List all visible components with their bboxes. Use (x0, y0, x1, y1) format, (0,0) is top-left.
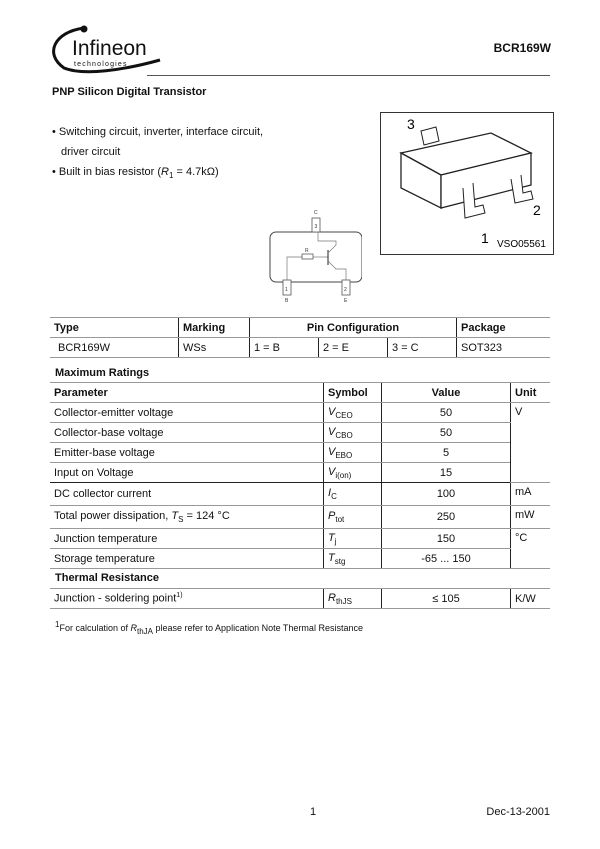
cell-unit: °C (511, 529, 551, 569)
package-pin3-label: 3 (407, 116, 415, 132)
header-package: Package (457, 318, 551, 338)
header-symbol: Symbol (324, 383, 382, 403)
cell-value: 150 (382, 529, 511, 549)
thermal-table (50, 588, 550, 609)
table-row (50, 423, 550, 443)
cell-value: 5 (382, 443, 511, 463)
pin-c-label: C (314, 210, 318, 216)
header-marking: Marking (179, 318, 250, 338)
pinout-schematic (262, 205, 362, 310)
cell-parameter: Input on Voltage (50, 463, 324, 483)
package-code: VSO05561 (497, 239, 546, 250)
cell-parameter: Junction temperature (50, 529, 324, 549)
feature-item: • Switching circuit, inverter, interface circuit, (52, 126, 264, 138)
feature-list (52, 122, 263, 186)
cell-value: 15 (382, 463, 511, 483)
table-row (50, 529, 550, 549)
header-pin-configuration: Pin Configuration (250, 318, 457, 338)
max-ratings-title: Maximum Ratings (55, 367, 150, 379)
package-drawing (380, 112, 554, 255)
header-divider (147, 75, 550, 76)
pin-b-label: B (285, 298, 289, 304)
cell-unit: mA (511, 483, 551, 506)
cell-marking: WSs (179, 338, 250, 358)
cell-symbol: $V_{CEO}$ (324, 403, 382, 423)
table-row (50, 463, 550, 483)
cell-symbol: $P_{tot}$ (324, 506, 382, 529)
table-row (50, 403, 550, 423)
cell-parameter: Emitter-base voltage (50, 443, 324, 463)
cell-symbol: $V_{i(on)}$ (324, 463, 382, 483)
cell-parameter: Total power dissipation, $T_S = 124$ °C (50, 506, 324, 529)
feature-item-cont: driver circuit (61, 146, 121, 158)
max-ratings-table (50, 382, 550, 569)
cell-value: ≤ 105 (382, 589, 511, 609)
table-row (50, 506, 550, 529)
cell-pin1: 1 = B (250, 338, 319, 358)
cell-unit: mW (511, 506, 551, 529)
cell-parameter: Junction - soldering point$^{1)}$ (50, 589, 324, 609)
header-unit: Unit (511, 383, 551, 403)
cell-symbol: $T_{stg}$ (324, 549, 382, 569)
cell-symbol: $I_C$ (324, 483, 382, 506)
pin3-label: 3 (314, 224, 318, 230)
infineon-logo (44, 24, 164, 74)
cell-value: 50 (382, 423, 511, 443)
table-row (50, 483, 550, 506)
cell-unit: K/W (511, 589, 551, 609)
cell-parameter: Storage temperature (50, 549, 324, 569)
cell-package: SOT323 (457, 338, 551, 358)
logo-subtext: technologies (74, 61, 128, 68)
cell-symbol: $V_{EBO}$ (324, 443, 382, 463)
table-row (50, 549, 550, 569)
cell-pin2: 2 = E (319, 338, 388, 358)
cell-type: BCR169W (50, 338, 179, 358)
document-date: Dec-13-2001 (486, 806, 550, 818)
cell-symbol: $T_j$ (324, 529, 382, 549)
cell-parameter: DC collector current (50, 483, 324, 506)
cell-pin3: 3 = C (388, 338, 457, 358)
cell-value: 50 (382, 403, 511, 423)
header-type: Type (50, 318, 179, 338)
product-title: PNP Silicon Digital Transistor (52, 86, 207, 98)
resistor-label: R (305, 248, 309, 254)
cell-value: -65 ... 150 (382, 549, 511, 569)
package-pin1-label: 1 (481, 230, 489, 246)
table-row (50, 589, 550, 609)
cell-parameter: Collector-emitter voltage (50, 403, 324, 423)
cell-value: 100 (382, 483, 511, 506)
cell-value: 250 (382, 506, 511, 529)
feature-item: • Built in bias resistor $(R_1 = 4.7k\Omega)$ (52, 166, 219, 180)
pin2-label: 2 (344, 287, 347, 293)
pin-e-label: E (344, 298, 348, 304)
cell-symbol: $V_{CBO}$ (324, 423, 382, 443)
type-table (50, 317, 550, 358)
part-number: BCR169W (493, 41, 551, 55)
cell-parameter: Collector-base voltage (50, 423, 324, 443)
table-row (50, 443, 550, 463)
cell-unit: V (511, 403, 551, 483)
page-number: 1 (310, 806, 317, 818)
footnote: $^1$For calculation of $R_{thJA}$ please refer to Application Note Thermal Resistance (55, 620, 363, 636)
cell-symbol: $R_{thJS}$ (324, 589, 382, 609)
package-pin2-label: 2 (533, 202, 541, 218)
thermal-title: Thermal Resistance (55, 572, 159, 584)
header-value: Value (382, 383, 511, 403)
pin1-label: 1 (285, 287, 288, 293)
table-row (50, 338, 550, 358)
header-parameter: Parameter (50, 383, 324, 403)
logo-text: Infineon (72, 37, 147, 60)
